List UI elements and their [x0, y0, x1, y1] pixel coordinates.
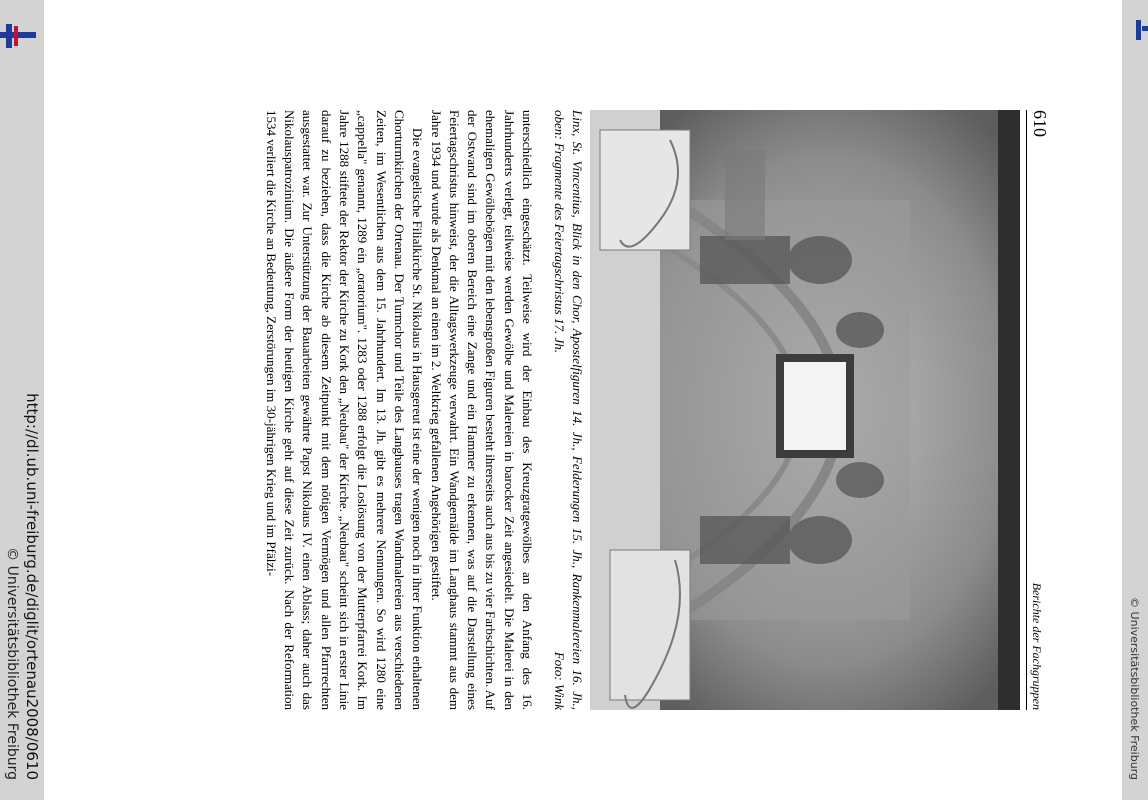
page-header: [1026, 110, 1050, 710]
photo-illustration: [590, 110, 1020, 710]
copyright-right: © Universitätsbibliothek Freiburg: [1128, 597, 1142, 780]
photo-credit: Foto: Wink: [552, 651, 567, 710]
running-head: Berichte der Fachgruppen: [1030, 582, 1044, 710]
paragraph-2: Die evangelische Filialkirche St. Nikolaus in Hausgereut ist eine der wenigen noch in ihrer Funktion erhaltenen Chorturmkirchen der Ortenau. Der Turmchor und Teile des Langhauses tragen Wandmalereien aus verschiedenen Zeiten, im Wesentlichen aus dem 15. Jahrhundert. Im 13. Jh. gibt es mehrere Nennungen. So wird 1280 eine „cappella" genannt, 1289 ein „oratorium". 1283 oder 1288 erfolgt die Loslösung von der Mutterpfarrei Kork. Im Jahre 1288 stiftete der Rektor der Kirche zu Kork den „Neubau" der Kirche. „Neubau" scheint sich in erster Linie darauf zu beziehen, dass die Kirche ab diesem Zeitpunkt mit dem nötigen Vermögen und allen Pfarrrechten ausgestattet war. Zur Unterstützung der Bauarbeiten gewährte Papst Nikolaus IV. einen Ablass; daher auch das Nikolauspatrozinium. Die äußere Form der heutigen Kirche geht auf diese Zeit zurück. Nach der Reformation 1534 verliert die Kirche an Bedeutung, Zerstörungen im 30-jährigen Krieg und im Pfälzi-: [263, 110, 426, 710]
body-text: [262, 110, 536, 710]
page-rotated: [150, 110, 1050, 710]
right-strip-text: [1122, 0, 1148, 800]
page-number: 610: [1030, 110, 1050, 137]
paragraph-1: unterschiedlich eingeschätzt. Teilweise wird der Einbau des Kreuzgratgewölbes an den Anfang des 16. Jahrhunderts verlegt, teilweise werden Gewölbe und Malereien in barocker Zeit angesiedelt. Die Malerei in den ehemaligen Gewölbebögen mit den lebensgroßen Figuren besteht ihrerseits auch aus bis zu vier Farbschichten. Auf der Ostwand sind im oberen Bereich eine Zange und ein Hammer zu erkennen, was auf die Darstellung eines Feiertagschristus hinweist, der die Alltagswerkzeuge verwahrt. Ein Wandgemälde im Langhaus stammt aus dem Jahre 1934 und wurde als Denkmal an einen im 2. Weltkrieg gefallenen Angehörigen gestiftet.: [428, 110, 535, 710]
page-url[interactable]: http://dl.ub.uni-freiburg.de/diglit/ortenau2008/0610: [23, 393, 41, 780]
photo-caption: [550, 110, 586, 710]
url-strip: [0, 0, 44, 800]
church-interior-photo: [590, 110, 1020, 710]
scanned-page: [130, 100, 1070, 720]
copyright-left: © Universitätsbibliothek Freiburg: [4, 547, 20, 780]
caption-text: Linx, St. Vincentius, Blick in den Chor, Apostelfiguren 14. Jh., Felderungen 15. Jh., Rankenmalereien 16. Jh., oben: Fragmente des Feiertagschristus 17. Jh.: [552, 110, 585, 710]
